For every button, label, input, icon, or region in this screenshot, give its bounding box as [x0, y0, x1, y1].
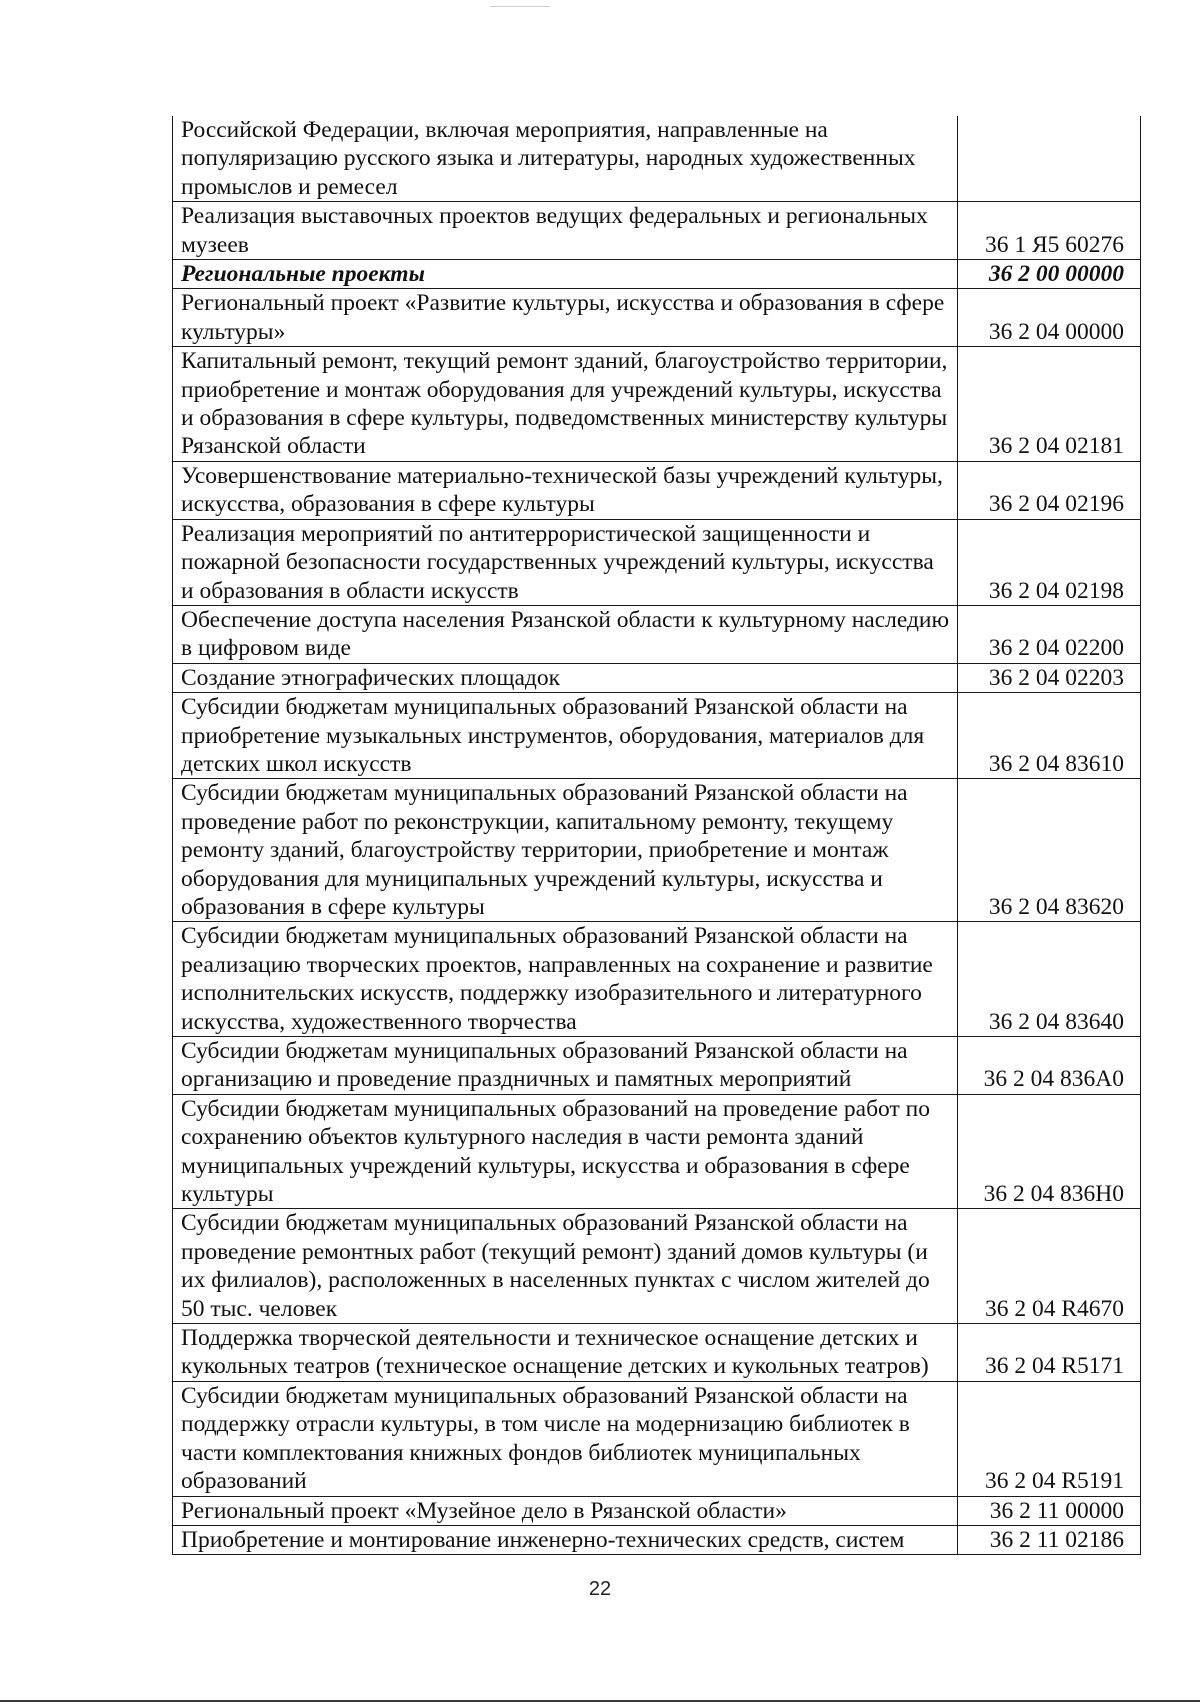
row-name: Субсидии бюджетам муниципальных образований Рязанской области на реализацию творческих проектов, направленных на сохранение и развитие исполнительских искусств, поддержку изобразительного и литературного искусства, художественного творчества [173, 922, 958, 1037]
row-code: 36 2 04 02196 [958, 461, 1141, 519]
row-code: 36 2 04 02200 [958, 605, 1141, 663]
row-code: 36 2 04 836Н0 [958, 1094, 1141, 1209]
row-code [958, 116, 1141, 202]
table-row [173, 519, 1141, 605]
row-name: Субсидии бюджетам муниципальных образований на проведение работ по сохранению объектов культурного наследия в части ремонта зданий муниципальных учреждений культуры, искусства и образования в сфере культуры [173, 1094, 958, 1209]
row-code: 36 2 04 83620 [958, 779, 1141, 922]
row-name: Региональный проект «Развитие культуры, искусства и образования в сфере культуры» [173, 289, 958, 347]
table-row [173, 922, 1141, 1037]
row-code: 36 2 11 02186 [958, 1525, 1141, 1554]
row-code: 36 2 04 836А0 [958, 1037, 1141, 1095]
table-row [173, 461, 1141, 519]
row-code: 36 2 00 00000 [958, 260, 1141, 289]
row-code: 36 2 04 83640 [958, 922, 1141, 1037]
table-row [173, 663, 1141, 692]
row-code: 36 2 04 R5171 [958, 1324, 1141, 1382]
row-name: Субсидии бюджетам муниципальных образований Рязанской области на проведение работ по реконструкции, капитальному ремонту, текущему ремонту зданий, благоустройству территории, приобретение и монтаж оборудования для муниципальных учреждений культуры, искусства и образования в сфере культуры [173, 779, 958, 922]
table-row [173, 1037, 1141, 1095]
row-code: 36 2 11 00000 [958, 1496, 1141, 1525]
row-name: Приобретение и монтирование инженерно-технических средств, систем [173, 1525, 958, 1554]
table-row [173, 1094, 1141, 1209]
table-row [173, 779, 1141, 922]
table-row [173, 289, 1141, 347]
section-header-row [173, 260, 1141, 289]
table-row [173, 1381, 1141, 1496]
table-row [173, 1525, 1141, 1554]
row-name: Обеспечение доступа населения Рязанской области к культурному наследию в цифровом виде [173, 605, 958, 663]
row-name: Субсидии бюджетам муниципальных образований Рязанской области на приобретение музыкальных инструментов, оборудования, материалов для детских школ искусств [173, 693, 958, 779]
table-row [173, 1496, 1141, 1525]
scan-artifact [490, 6, 550, 7]
row-code: 36 2 04 R4670 [958, 1209, 1141, 1324]
row-name: Реализация выставочных проектов ведущих федеральных и региональных музеев [173, 202, 958, 260]
row-code: 36 2 04 83610 [958, 693, 1141, 779]
table-row [173, 202, 1141, 260]
budget-classification-table [172, 116, 1141, 1555]
row-code: 36 2 04 02181 [958, 347, 1141, 462]
row-code: 36 2 04 02203 [958, 663, 1141, 692]
row-name: Реализация мероприятий по антитеррористической защищенности и пожарной безопасности государственных учреждений культуры, искусства и образования в области искусств [173, 519, 958, 605]
row-name: Усовершенствование материально-технической базы учреждений культуры, искусства, образования в сфере культуры [173, 461, 958, 519]
row-name: Создание этнографических площадок [173, 663, 958, 692]
row-code: 36 1 Я5 60276 [958, 202, 1141, 260]
table-row [173, 1324, 1141, 1382]
row-code: 36 2 04 02198 [958, 519, 1141, 605]
table-row [173, 116, 1141, 202]
row-name: Субсидии бюджетам муниципальных образований Рязанской области на поддержку отрасли культуры, в том числе на модернизацию библиотек в части комплектования книжных фондов библиотек муниципальных образований [173, 1381, 958, 1496]
row-name: Российской Федерации, включая мероприятия, направленные на популяризацию русского языка и литературы, народных художественных промыслов и ремесел [173, 116, 958, 202]
row-name: Региональный проект «Музейное дело в Рязанской области» [173, 1496, 958, 1525]
page-number: 22 [588, 1578, 612, 1600]
table-row [173, 347, 1141, 462]
table-row [173, 1209, 1141, 1324]
row-name: Субсидии бюджетам муниципальных образований Рязанской области на проведение ремонтных работ (текущий ремонт) зданий домов культуры (и их филиалов), расположенных в населенных пунктах с числом жителей до 50 тыс. человек [173, 1209, 958, 1324]
row-name: Капитальный ремонт, текущий ремонт зданий, благоустройство территории, приобретение и монтаж оборудования для учреждений культуры, искусства и образования в сфере культуры, подведомственных министерству культуры Рязанской области [173, 347, 958, 462]
scan-edge-line [0, 1700, 1200, 1702]
row-name: Субсидии бюджетам муниципальных образований Рязанской области на организацию и проведение праздничных и памятных мероприятий [173, 1037, 958, 1095]
table-row [173, 605, 1141, 663]
row-name: Поддержка творческой деятельности и техническое оснащение детских и кукольных театров (техническое оснащение детских и кукольных театров) [173, 1324, 958, 1382]
table-row [173, 693, 1141, 779]
row-code: 36 2 04 R5191 [958, 1381, 1141, 1496]
row-code: 36 2 04 00000 [958, 289, 1141, 347]
row-name: Региональные проекты [173, 260, 958, 289]
